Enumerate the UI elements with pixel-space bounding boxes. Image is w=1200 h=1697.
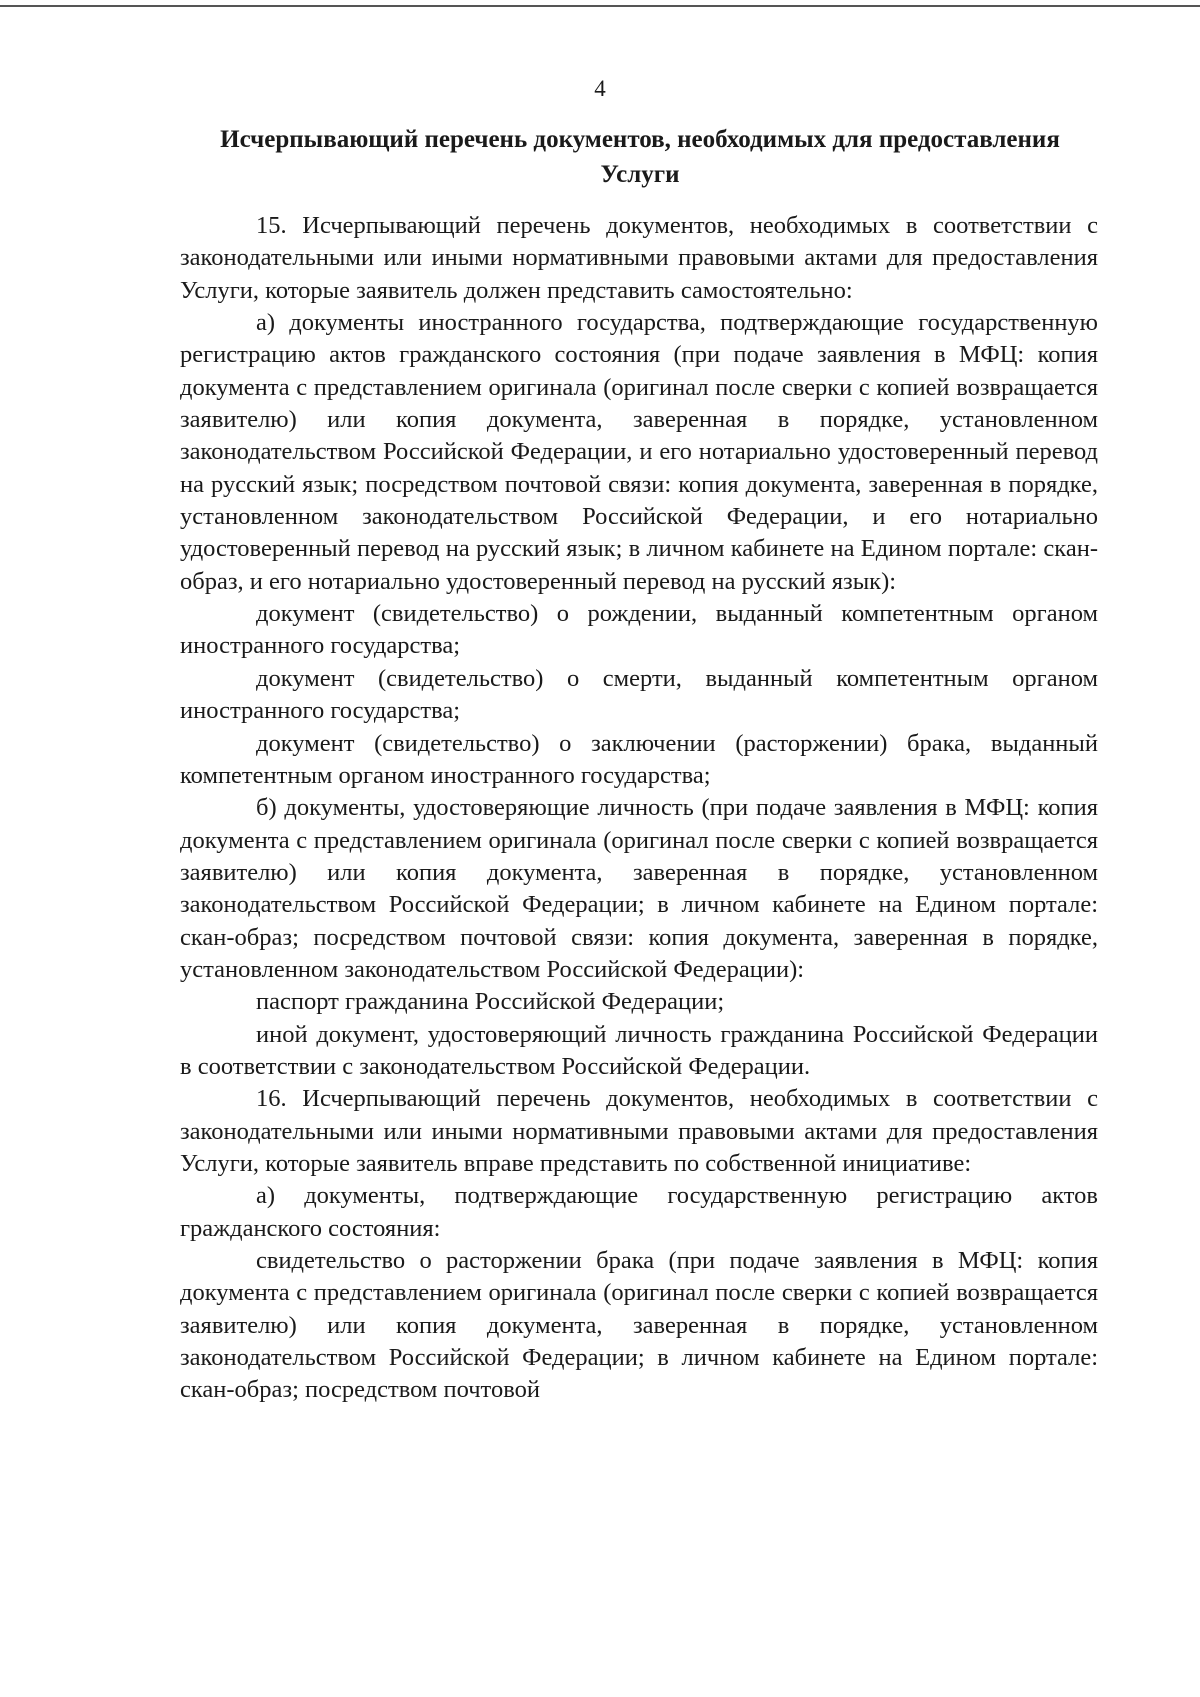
list-item-marriage-certificate: документ (свидетельство) о заключении (расторжении) брака, выданный компетентным органом иностранного государства;	[180, 729, 1098, 789]
list-item-passport: паспорт гражданина Российской Федерации;	[256, 988, 725, 1016]
paragraph-15b: б) документы, удостоверяющие личность (при подаче заявления в МФЦ: копия документа с представлением оригинала (оригинал после сверки с копией возвращается заявителю) или копия документа, заверенная в порядке, установленном законодательством Российской Федерации; в личном кабинете на Едином портале: скан-образ; посредством почтовой связи: копия документа, заверенная в порядке, установленном законодательством Российской Федерации):	[180, 794, 1098, 983]
page-number: 4	[594, 76, 606, 101]
list-item-death-certificate: документ (свидетельство) о смерти, выданный компетентным органом иностранного государства;	[180, 664, 1098, 725]
list-item-divorce-certificate: свидетельство о расторжении брака (при подаче заявления в МФЦ: копия документа с представлением оригинала (оригинал после сверки с копией возвращается заявителю) или копия документа, заверенная в порядке, установленном законодательством Российской Федерации; в личном кабинете на Едином портале: скан-образ; посредством почтовой	[180, 1247, 1098, 1404]
paragraph-16: 16. Исчерпывающий перечень документов, необходимых в соответствии с законодательными или иными нормативными правовыми актами для предоставления Услуги, которые заявитель вправе представить по собственной инициативе:	[180, 1085, 1098, 1177]
paragraph-15a: а) документы иностранного государства, подтверждающие государственную регистрацию актов гражданского состояния (при подаче заявления в МФЦ: копия документа с представлением оригинала (оригинал после сверки с копией возвращается заявителю) или копия документа, заверенная в порядке, установленном законодательством Российской Федерации, и его нотариально удостоверенный перевод на русский язык; посредством почтовой связи: копия документа, заверенная в порядке, установленном законодательством Российской Федерации, и его нотариально удостоверенный перевод на русский язык; в личном кабинете на Едином портале: скан-образ, и его нотариально удостоверенный перевод на русский язык):	[180, 309, 1098, 595]
document-body	[180, 210, 1098, 1407]
paragraph-15: 15. Исчерпывающий перечень документов, необходимых в соответствии с законодательными или иными нормативными правовыми актами для предоставления Услуги, которые заявитель должен представить самостоятельно:	[180, 212, 1098, 304]
list-item-birth-certificate: документ (свидетельство) о рождении, выданный компетентным органом иностранного государства;	[180, 600, 1098, 660]
scan-top-edge-line	[0, 5, 1200, 7]
list-item-other-id: иной документ, удостоверяющий личность гражданина Российской Федерации в соответствии с законодательством Российской Федерации.	[180, 1020, 1098, 1080]
section-heading: Исчерпывающий перечень документов, необходимых для предоставления Услуги	[220, 126, 1060, 188]
paragraph-16a: а) документы, подтверждающие государственную регистрацию актов гражданского состояния:	[180, 1182, 1098, 1242]
